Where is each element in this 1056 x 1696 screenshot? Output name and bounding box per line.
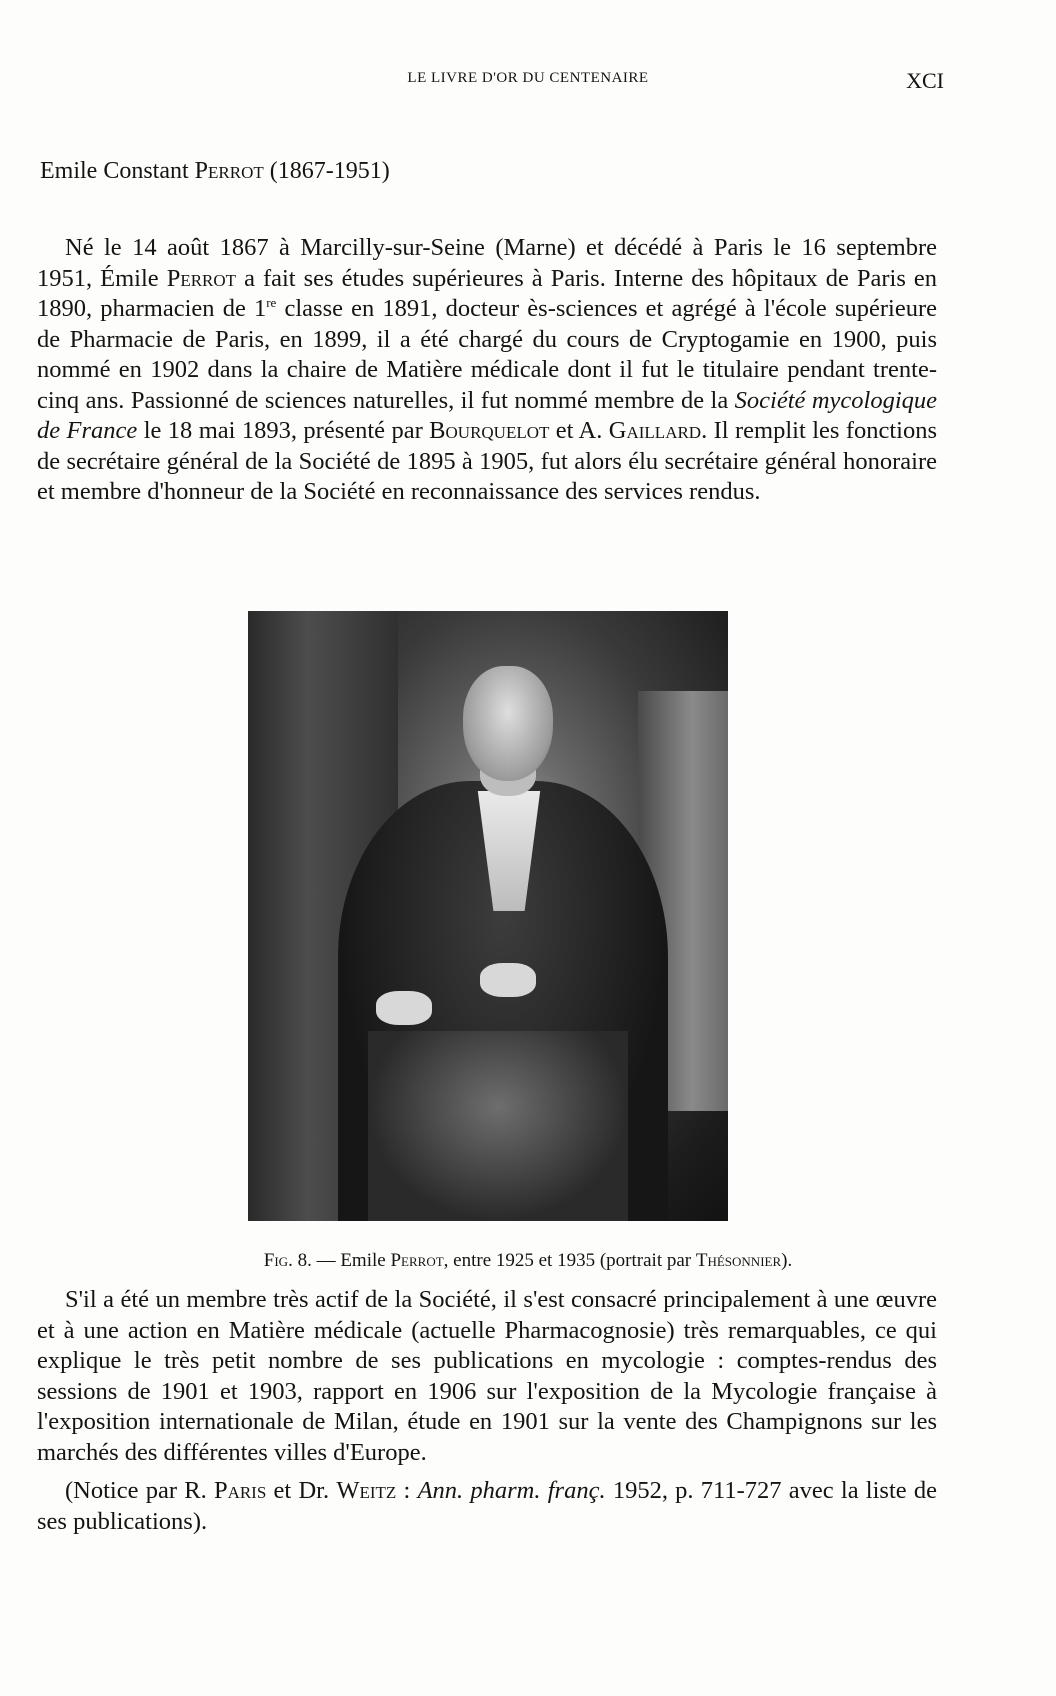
heading-text: Emile Constant [40,158,195,184]
text-run: le 18 mai 1893, présenté par [137,417,430,444]
biography-paragraph [37,233,937,508]
text-run: — Emile [311,1250,391,1271]
heading-surname: Perrot [194,158,264,184]
name-paris: Paris [213,1477,267,1504]
section-heading [40,158,390,185]
text-run: Né le 14 août 1867 à Marcilly-sur-Seine (Marne) et décédé à Paris le 16 septembre 1951, Émile [37,234,937,292]
notice-paragraph [37,1476,937,1537]
text-run: : [396,1477,418,1504]
text-run: et A. [549,417,609,444]
portrait-photo [248,611,728,1221]
journal-title: Ann. pharm. franç. [417,1477,606,1504]
text-run: et Dr. [266,1477,337,1504]
figure-label: Fig. 8. [263,1250,312,1271]
text-run: ). [781,1250,793,1271]
heading-dates: (1867-1951) [263,158,390,184]
name-gaillard: Gaillard [608,417,702,444]
text-run: classe en 1891, docteur ès-sciences et agrégé à l'école supérieure de Pharmacie de Paris, en 1899, il a été chargé du cours de Cryptogamie en 1900, puis nommé en 1902 dans la chaire de Matière médicale dont il fut le titulaire pendant trente-cinq ans. Passionné de sciences naturelles, il fut nommé membre de la [37,295,937,414]
superscript: re [266,295,277,310]
activity-paragraph: S'il a été un membre très actif de la Société, il s'est consacré principalement à une œuvre et à une action en Matière médicale (actuelle Pharmacognosie) très remarquables, ce qui explique le très petit nombre de ses publications en mycologie : comptes-rendus des sessions de 1901 et 1903, rapport en 1906 sur l'exposition de la Mycologie française à l'exposition internationale de Milan, étude en 1901 sur la vente des Champignons sur les marchés des différentes villes d'Europe. [37,1286,937,1466]
text-run: a fait ses études supérieures à Paris. Interne des hôpitaux de Paris en 1890, pharmacien de 1 [37,264,937,322]
name-thesonnier: Thésonnier [695,1250,782,1271]
text-run: (Notice par R. [65,1477,214,1504]
name-bourquelot: Bourquelot [429,417,550,444]
text-run: . Il remplit les fonctions de secrétaire général de la Société de 1895 à 1905, fut alors élu secrétaire général honoraire et membre d'honneur de la Société en reconnaissance des services rendus. [37,417,938,505]
text-run: , entre 1925 et 1935 (portrait par [443,1250,696,1271]
name-perrot: Perrot [166,264,237,292]
name-perrot: Perrot [390,1250,444,1271]
text-run: 1952, p. 711-727 avec la liste de ses publications). [37,1477,937,1535]
name-weitz: Weitz [336,1477,397,1504]
society-name: Société mycologique de France [37,386,938,444]
figure-caption [0,1250,1056,1272]
running-header: LE LIVRE D'OR DU CENTENAIRE [407,70,649,86]
page-number: XCI [906,68,944,93]
